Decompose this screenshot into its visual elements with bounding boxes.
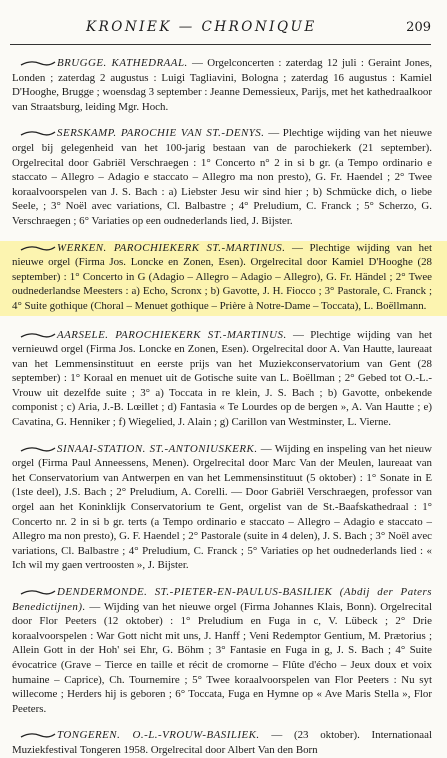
chronicle-entries <box>12 56 432 758</box>
entry-heading: DENDERMONDE. ST.-PIETER-EN-PAULUS-BASILIEK (Abdij der Paters Benedictijnen). <box>12 586 432 613</box>
entry-heading: AARSELE. PAROCHIEKERK ST.-MARTINUS. <box>57 328 287 341</box>
entry-text: — Orgelconcerten : zaterdag 12 juli : Geraint Jones, Londen ; zaterdag 2 augustus : Luigi Tagliavini, Bologna ; zaterdag 16 augustus : Kamiel D'Hooghe, Brugge ; woensdag 3 september : Jeanne Demessieux, Parijs, met het kathedraalkoor van Straatsburg, leiding Mgr. Hoch. <box>12 57 432 113</box>
entry-heading: SERSKAMP. PAROCHIE VAN ST.-DENYS. <box>57 127 265 140</box>
entry-serskamp <box>12 126 432 228</box>
entry-heading: SINAAI-STATION. ST.-ANTONIUSKERK. <box>57 442 258 455</box>
entry-werken-highlighted <box>0 241 447 316</box>
entry-text: — Wijding en inspeling van het nieuw orgel (Firma Paul Anneessens, Menen). Orgelrecital door Marc Van der Meulen, laureaat van het Conservatorium van Antwerpen en van het Lemmensinstituut (5 oktober) : 1° Sonate in E (1ste deel), J.S. Bach ; 2° Preludium, A. Corelli. — Door Gabriël Verschraegen, professor van orgel aan het Koninklijk Conservatorium te Gent, orgelist van de St.-Baafskathedraal : 1° Concerto nr. 2 in si b gr. terts (a Tempo ordinario e staccato – Allegro – Adagio e staccato – Allegro ma non presto), G. F. Haendel ; 2° Pastorale (suite in 4 delen), J. S. Bach ; 3° Noël avec variations, Cl. Balbastre ; 4° Preludium, C. Franck ; 5° Variaties op het oudnederlands lied : « Ich wil my gaen vertroosten », J. Bijster. <box>12 442 432 572</box>
entry-text: — (23 oktober). Internationaal Muziekfestival Tongeren 1958. Orgelrecital door Albert Van den Born <box>12 729 432 756</box>
entry-heading: WERKEN. PAROCHIEKERK ST.-MARTINUS. <box>57 241 286 254</box>
entry-sinaai-station <box>12 442 432 573</box>
flourish-icon <box>20 245 56 252</box>
flourish-icon <box>20 732 56 739</box>
entry-tongeren <box>12 728 432 757</box>
running-title: KRONIEK — CHRONIQUE <box>86 19 317 35</box>
entry-text: — Wijding van het nieuwe orgel (Firma Johannes Klais, Bonn). Orgelrecital door Flor Peeters (12 oktober) : 1° Preludium en Fuga in c, V. Lübeck ; 2° Drie koraalvoorspelen : War Gott nicht mit uns, J. Hanff ; Veni Redemptor Gentium, M. Prætorius ; Allein Gott in der Hoh' sei Ehr, G. Böhm ; 3° Fantasie en Fuga in g, J. S. Bach ; 4° Suite évocatrice (Grave – Tierce en taille et récit de cromorne – Flûte d'écho – Jeux doux et voix humaine – Caprice), Ch. Tournemire ; 5° Twee koraalvoorspelen van Flor Peeters : Nu syt willecome ; Herders hij is geboren ; 6° Toccata, Fuga en Hymne op « Ave Maris Stella », Flor Peeters. <box>12 600 432 715</box>
entry-heading: TONGEREN. O.-L.-VROUW-BASILIEK. <box>57 729 260 742</box>
entry-aarsele <box>12 328 432 430</box>
header-rule <box>10 44 431 45</box>
page-number: 209 <box>406 20 431 35</box>
entry-text: — Plechtige wijding van het nieuwe orgel bij gelegenheid van het 100-jarig bestaan van de parochiekerk (21 september). Orgelrecital door Gabriël Verschraegen : 1° Concerto n° 2 in si b gr. (a Tempo ordinario e staccato – Allegro – Adagio e staccato – Allegro ma non presto), G. Fr. Haendel ; 2° Twee koraalvoorspelen van J. S. Bach : a) Liebster Jesu wir sind hier ; b) Schmücke dich, o liebe Seele, ; 3° Noël avec variations, Cl. Balbastre ; 4° Preludium, C. Franck ; 5° Scherzo, G. Verschraegen ; 6° Variaties op een oudnederlands lied, J. Bijster. <box>12 127 432 227</box>
flourish-icon <box>20 130 56 137</box>
entry-brugge <box>12 56 432 114</box>
flourish-icon <box>20 60 56 67</box>
page-header <box>0 10 447 36</box>
entry-dendermonde <box>12 585 432 716</box>
flourish-icon <box>20 589 56 596</box>
flourish-icon <box>20 446 56 453</box>
entry-text: — Plechtige wijding van het vernieuwd orgel (Firma Jos. Loncke en Zonen, Esen). Orgelrecital door A. Van Hautte, laureaat van het Lemmensinstituut en eerste prijs van het Muziekconservatorium van Gent (28 september) : 1° Koraal en menuet uit de Gotische suite van L. Boëllman ; 2° Gebed tot O.-L.-Vrouw uit dezelfde suite ; 3° a) Toccata in re klein, J. S. Bach ; b) Gavotte, onbekende componist ; c) Aria, J.-B. Lœillet ; d) Fantasia « Te Lourdes op de bergen », A. Van Hautte ; e) Cavatina, G. Henniker ; f) Wiegelied, J. Alain ; g) Carillon van Westminster, L. Vierne. <box>12 328 432 429</box>
flourish-icon <box>20 332 56 339</box>
entry-text: — Plechtige wijding van het nieuwe orgel (Firma Jos. Loncke en Zonen, Esen). Orgelrecital door Kamiel D'Hooghe (28 september) : 1° Concerto in G (Adagio – Allegro – Adagio – Allegro), G. Fr. Händel ; 2° Twee oudnederlandse Meesters : a) Echo, Scronx ; b) Gavotte, J. H. Fiocco ; 3° Pastorale, C. Franck ; 4° Suite gothique (Choral – Menuet gothique – Prière à Notre-Dame – Toccata), L. Boëllmann. <box>12 241 432 312</box>
entry-heading: BRUGGE. KATHEDRAAL. <box>57 57 188 69</box>
